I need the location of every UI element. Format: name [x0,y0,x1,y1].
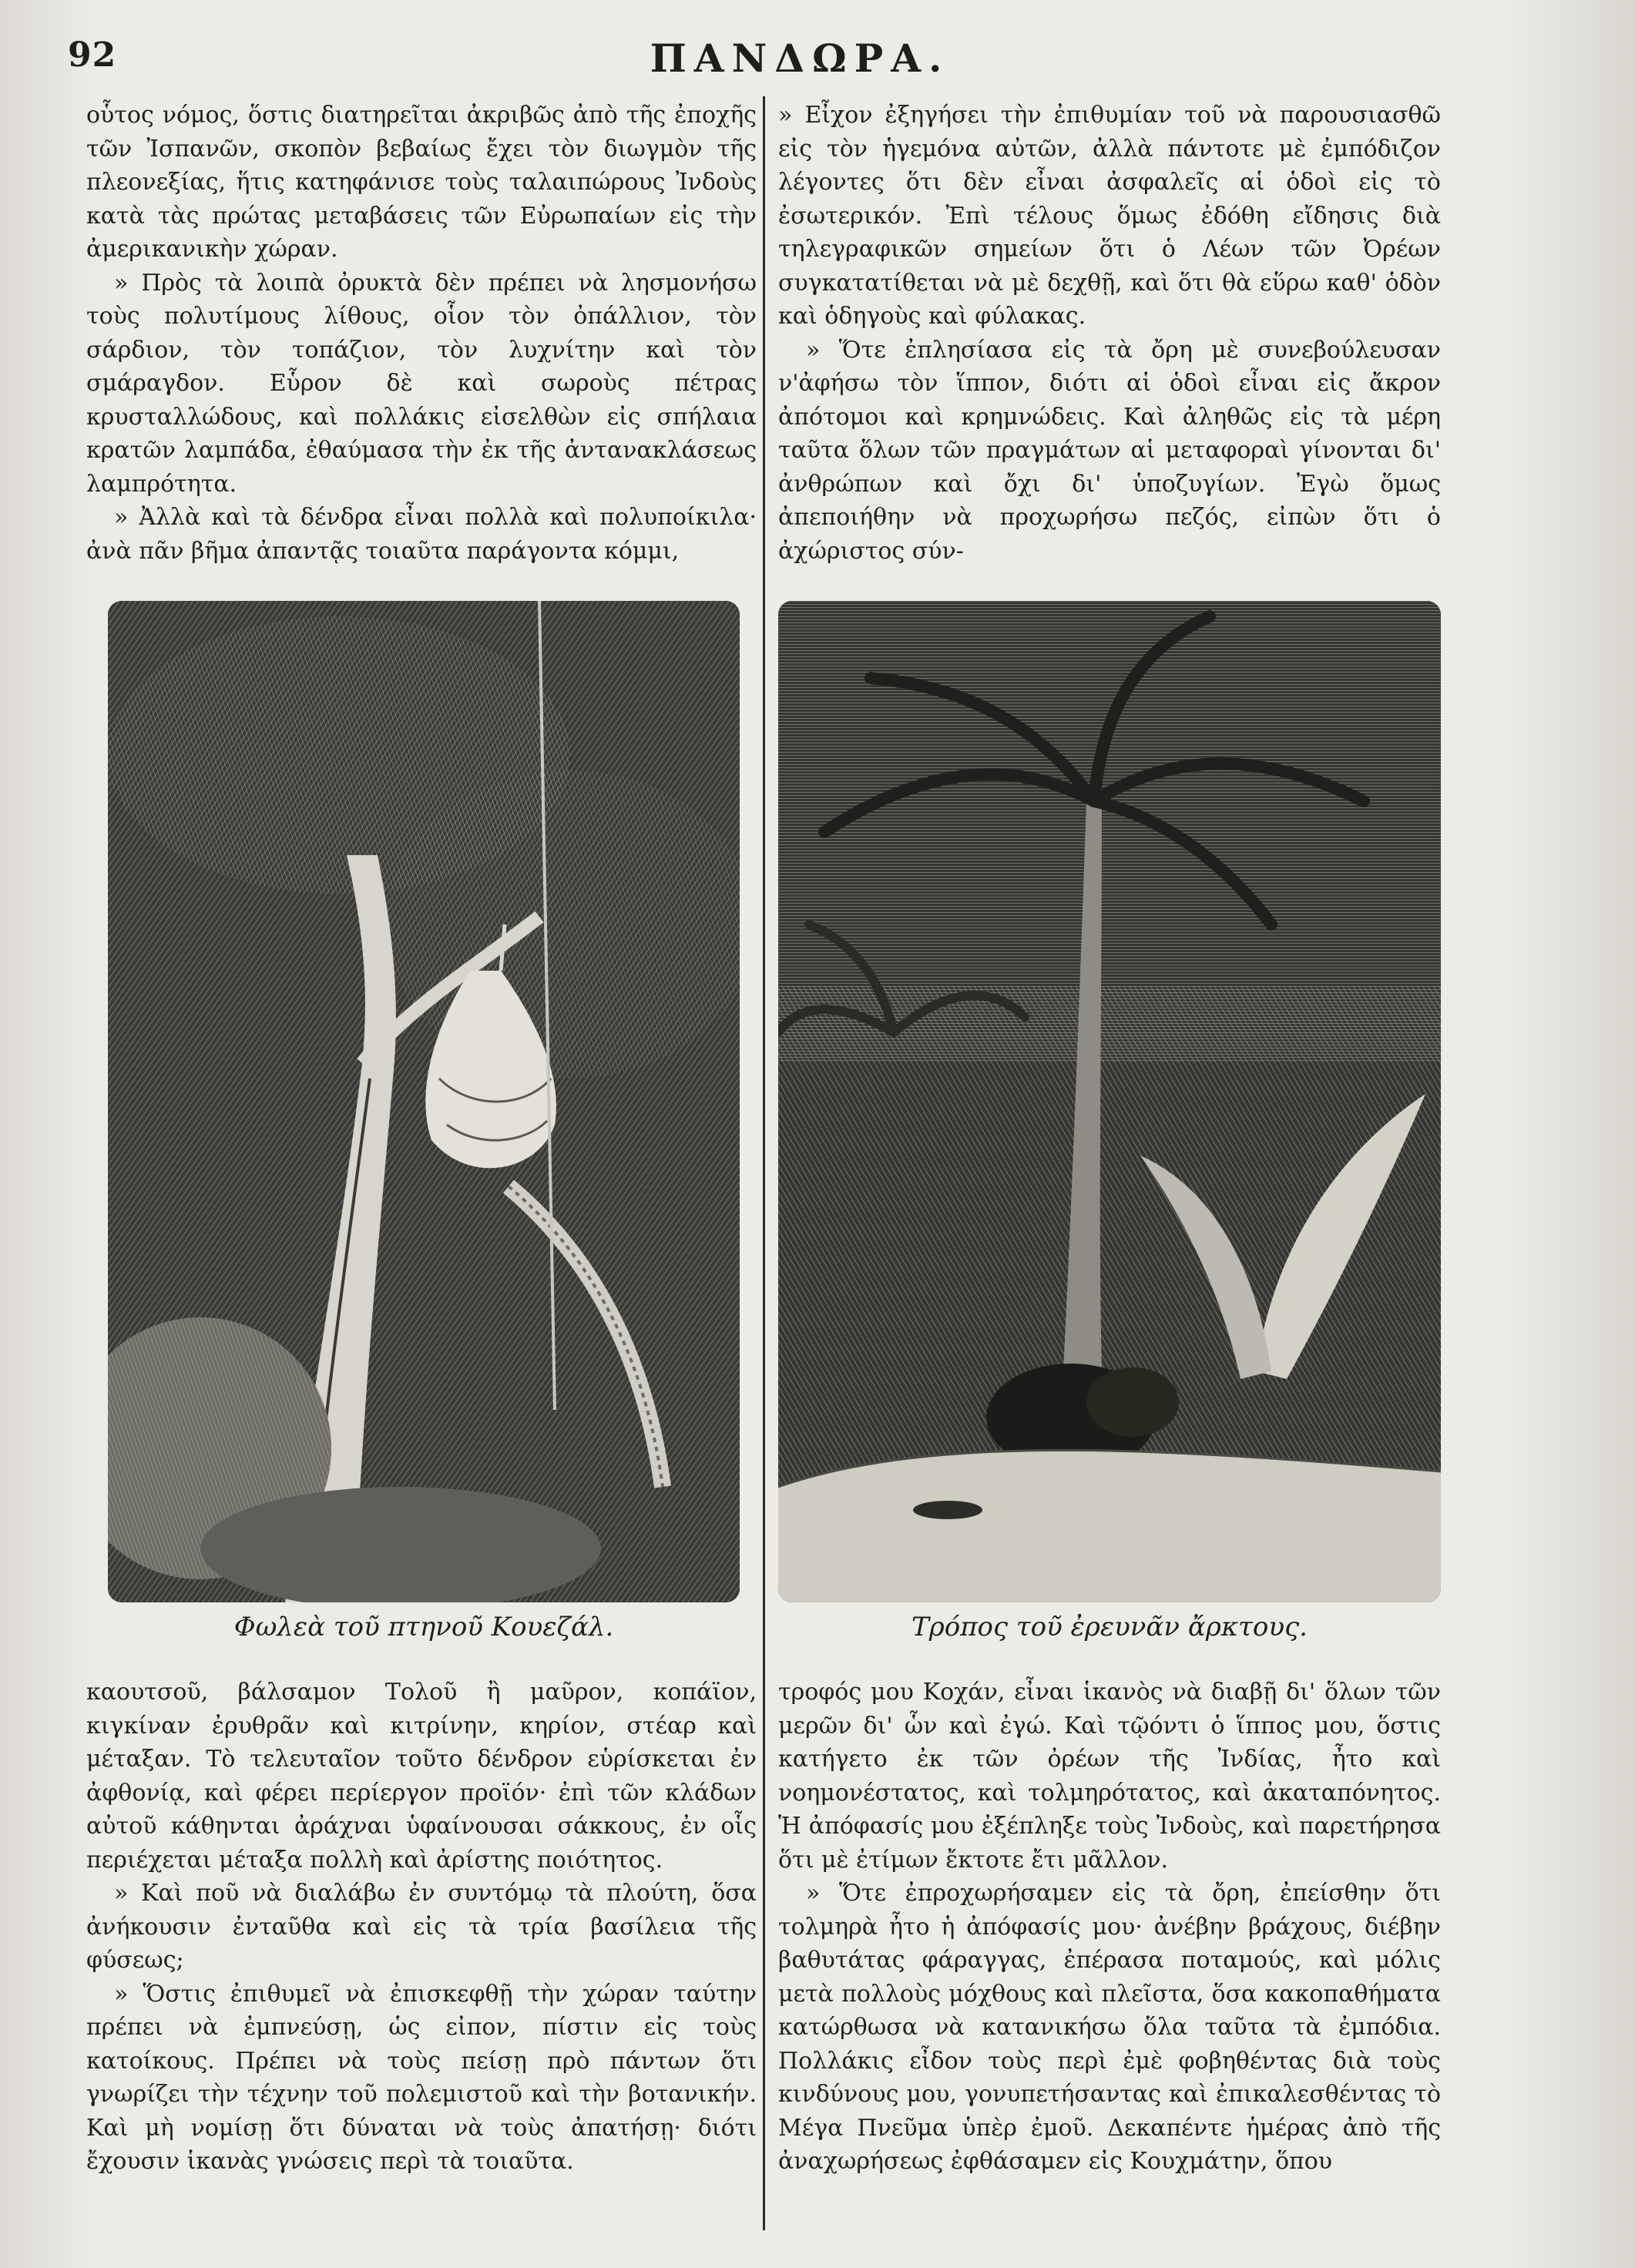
right-column-top [778,99,1441,568]
column-divider [763,96,765,2230]
paragraph: » Ὅτε ἐπροχωρήσαμεν εἰς τὰ ὄρη, ἐπείσθην ὅτι τολμηρὰ ἦτο ἡ ἀπόφασίς μου· ἀνέβην βράχους, διέβην βαθυτάτας φάραγγας, ἐπέρασα ποταμούς, καὶ μόλις μετὰ πολλοὺς μόχθους καὶ πλεῖστα, ὅσα κακοπαθήματα κατώρθωσα νὰ κατανικήσω ὅλα ταῦτα τὰ ἐμπόδια. Πολλάκις εἶδον τοὺς περὶ ἐμὲ φοβηθέντας διὰ τοὺς κινδύνους μου, γονυπετήσαντας καὶ ἐπικαλεσθέντας τὸ Μέγα Πνεῦμα ὑπὲρ ἐμοῦ. Δεκαπέντε ἡμέρας ἀπὸ τῆς ἀναχωρήσεως ἐφθάσαμεν εἰς Κουχμάτην, ὅπου [778,1880,1441,2175]
left-column-bottom [86,1676,757,2179]
figure-caption-right: Τρόπος τοῦ ἐρευνᾶν ἄρκτους. [912,1612,1308,1642]
paragraph: καουτσοῦ, βάλσαμον Τολοῦ ἢ μαῦρον, κοπάϊον, κιγκίναν ἐρυθρᾶν καὶ κιτρίνην, κηρίον, στέαρ καὶ μέταξαν. Τὸ τελευταῖον τοῦτο δένδρον εὑρίσκεται ἐν ἀφθονίᾳ, καὶ φέρει περίεργον προϊόν· ἐπὶ τῶν κλάδων αὐτοῦ κάθηνται ἀράχναι ὑφαίνουσαι σάκκους, ἐν οἷς περιέχεται μέταξα πολλὴ καὶ ἀρίστης ποιότητος. [86,1679,757,1874]
journal-title: ΠΑΝΔΩΡΑ. [650,35,950,81]
engraving-bear-hunt [778,601,1441,1602]
page-number: 92 [68,35,117,75]
paragraph: » Πρὸς τὰ λοιπὰ ὀρυκτὰ δὲν πρέπει νὰ λησμονήσω τοὺς πολυτίμους λίθους, οἷον τὸν ὀπάλλιον, τὸν σάρδιον, τὸν τοπάζιον, τὸν λυχνίτην καὶ τὸν σμάραγδον. Εὗρον δὲ καὶ σωροὺς πέτρας κρυσταλλώδους, καὶ πολλάκις εἰσελθὼν εἰς σπήλαια κρατῶν λαμπάδα, ἐθαύμασα τὴν ἐκ τῆς ἀντανακλάσεως λαμπρότητα. [86,269,757,498]
right-column-bottom [778,1676,1441,2179]
figure-caption-left: Φωλεὰ τοῦ πτηνοῦ Κουεζάλ. [233,1612,614,1642]
paragraph: » Ὅτε ἐπλησίασα εἰς τὰ ὄρη μὲ συνεβούλευσαν ν'ἀφήσω τὸν ἵππον, διότι αἱ ὁδοὶ εἶναι εἰς ἄκρον ἀπότομοι καὶ κρημνώδεις. Καὶ ἀληθῶς εἰς τὰ μέρη ταῦτα ὅλων τῶν πραγμάτων αἱ μεταφοραὶ γίνονται δι' ἀνθρώπων καὶ ὄχι δι' ὑποζυγίων. Ἐγὼ ὅμως ἀπεποιήθην νὰ προχωρήσω πεζός, εἰπὼν ὅτι ὁ ἀχώριστος σύν- [778,336,1441,565]
paragraph: » Εἶχον ἐξηγήσει τὴν ἐπιθυμίαν τοῦ νὰ παρουσιασθῶ εἰς τὸν ἡγεμόνα αὐτῶν, ἀλλὰ πάντοτε μὲ ἐμπόδιζον λέγοντες ὅτι δὲν εἶναι ἀσφαλεῖς αἱ ὁδοὶ εἰς τὸ ἐσωτερικόν. Ἐπὶ τέλους ὅμως ἐδόθη εἴδησις διὰ τηλεγραφικῶν σημείων ὅτι ὁ Λέων τῶν Ὀρέων συγκατατίθεται νὰ μὲ δεχθῇ, καὶ ὅτι θὰ εὕρω καθ' ὁδὸν καὶ ὁδηγοὺς καὶ φύλακας. [778,102,1441,330]
paragraph: οὗτος νόμος, ὅστις διατηρεῖται ἀκριβῶς ἀπὸ τῆς ἐποχῆς τῶν Ἰσπανῶν, σκοπὸν βεβαίως ἔχει τὸν διωγμὸν τῆς πλεονεξίας, ἥτις κατηφάνισε τοὺς ταλαιπώρους Ἰνδοὺς κατὰ τὰς πρώτας μεταβάσεις τῶν Εὐρωπαίων εἰς τὴν ἀμερικανικὴν χώραν. [86,102,757,263]
left-column-top [86,99,757,568]
page-header [68,31,1532,85]
paragraph: » Ὅστις ἐπιθυμεῖ νὰ ἐπισκεφθῇ τὴν χώραν ταύτην πρέπει νὰ ἐμπνεύσῃ, ὡς εἰπον, πίστιν εἰς τοὺς κατοίκους. Πρέπει νὰ τοὺς πείσῃ πρὸ πάντων ὅτι γνωρίζει τὴν τέχνην τοῦ πολεμιστοῦ καὶ τὴν βοτανικήν. Καὶ μὴ νομίσῃ ὅτι δύναται νὰ τοὺς ἀπατήσῃ· διότι ἔχουσιν ἱκανὰς γνώσεις περὶ τὰ τοιαῦτα. [86,1980,757,2175]
paragraph: τροφός μου Κοχάν, εἶναι ἱκανὸς νὰ διαβῇ δι' ὅλων τῶν μερῶν δι' ὧν καὶ ἐγώ. Καὶ τῷόντι ὁ ἵππος μου, ὅστις κατήγετο ἐκ τῶν ὀρέων τῆς Ἰνδίας, ἦτο καὶ νοημονέστατος, καὶ τολμηρότατος, καὶ ἀκαταπόνητος. Ἡ ἀπόφασίς μου ἐξέπληξε τοὺς Ἰνδοὺς, καὶ παρετήρησα ὅτι μὲ ἐτίμων ἔκτοτε ἔτι μᾶλλον. [778,1679,1441,1874]
paragraph: » Ἀλλὰ καὶ τὰ δένδρα εἶναι πολλὰ καὶ πολυποίκιλα· ἀνὰ πᾶν βῆμα ἀπαντᾷς τοιαῦτα παράγοντα κόμμι, [86,504,757,565]
paragraph: » Καὶ ποῦ νὰ διαλάβω ἐν συντόμῳ τὰ πλούτη, ὅσα ἀνήκουσιν ἐνταῦθα καὶ εἰς τὰ τρία βασίλεια τῆς φύσεως; [86,1880,757,1974]
engraving-quetzal-nest [108,601,740,1602]
